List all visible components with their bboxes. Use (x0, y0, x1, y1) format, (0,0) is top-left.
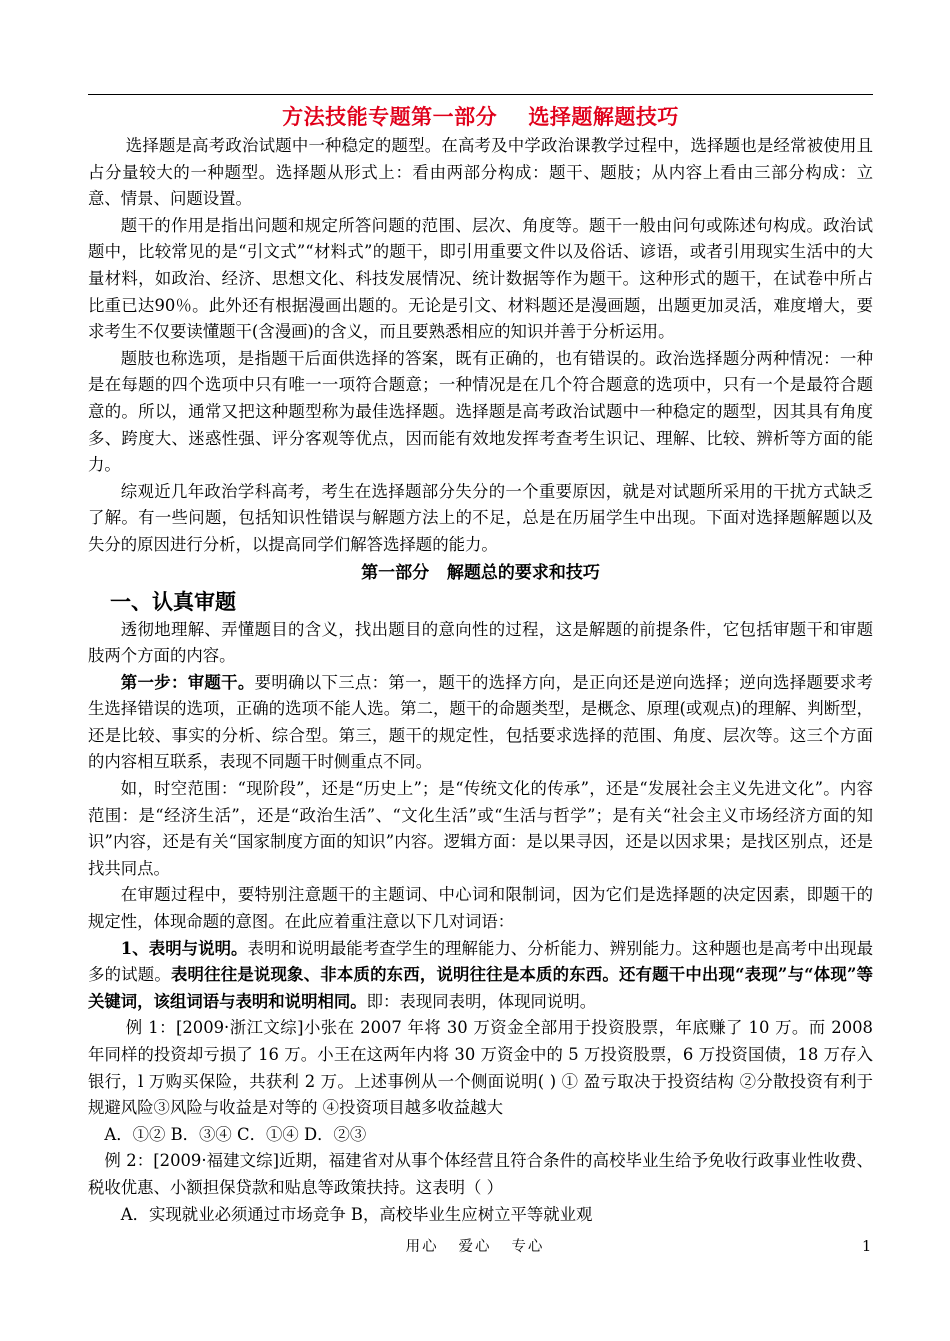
example-2-choices: A．实现就业必须通过市场竞争 B，高校毕业生应树立平等就业观 (120, 1204, 593, 1224)
paragraph-understanding: 透彻地理解、弄懂题目的含义，找出题目的意向性的过程，这是解题的前提条件，它包括审题干和审题肢两个方面的内容。 (88, 619, 873, 666)
document-title: 方法技能专题第一部分 选择题解题技巧 (282, 104, 679, 129)
header-rule (88, 94, 873, 95)
paragraph-options: 题肢也称选项，是指题干后面供选择的答案，既有正确的，也有错误的。政治选择题分两种情况：一种是在每题的四个选项中只有唯一一项符合题意；一种情况是在几个符合题意的选项中，只有一个是最符合题意的。所以，通常又把这种题型称为最佳选择题。选择题是高考政治试题中一种稳定的题型，因其具有角度多、跨度大、迷惑性强、评分客观等优点，因而能有效地发挥考查考生识记、理解、比较、辨析等方面的能力。 (88, 348, 873, 475)
item1-label: 1、表明与说明。 (120, 938, 248, 958)
item1-tail: 即：表现同表明，体现同说明。 (366, 991, 597, 1011)
paragraph-item1 (88, 936, 873, 1016)
paragraph-step1 (88, 670, 873, 776)
section-title: 第一部分 解题总的要求和技巧 (361, 562, 600, 583)
paragraph-intro: 选择题是高考政治试题中一种稳定的题型。在高考及中学政治课教学过程中，选择题也是经常被使用且占分量较大的一种题型。选择题从形式上：看由两部分构成：题干、题肢；从内容上看由三部分构成：立意、情景、问题设置。 (88, 136, 873, 209)
paragraph-overview: 综观近几年政治学科高考，考生在选择题部分失分的一个重要原因，就是对试题所采用的干扰方式缺乏了解。有一些问题，包括知识性错误与解题方法上的不足，总是在历届学生中出现。下面对选择题解题以及失分的原因进行分析，以提高同学们解答选择题的能力。 (88, 481, 873, 554)
step1-text: 要明确以下三点：第一，题干的选择方向，是正向还是逆向选择；逆向选择题要求考生选择错误的选项，正确的选项不能人选。第二，题干的命题类型，是概念、原理(或观点)的理解、判断型，还是比较、事实的分析、综合型。第三，题干的规定性，包括要求选择的范围、角度、层次等。这三个方面的内容相互联系，表现不同题干时侧重点不同。 (88, 672, 874, 772)
step1-label: 第一步：审题干。 (120, 672, 255, 692)
paragraph-keywords: 在审题过程中，要特别注意题干的主题词、中心词和限制词，因为它们是选择题的决定因素，即题干的规定性，体现命题的意图。在此应着重注意以下几对词语： (88, 885, 873, 932)
item1-text: 表明和说明最能考查学生的理解能力、分析能力、辨别能力。这种题也是高考中出现最多的试题。 (88, 938, 874, 985)
item1-bold-text: 表明往往是说现象、非本质的东西，说明往往是本质的东西。还有题干中出现“表现”与“体现”等关键词，该组词语与表明和说明相同。 (88, 965, 873, 1011)
page-number: 1 (862, 1239, 872, 1255)
footer-motto: 用心 爱心 专心 (405, 1239, 545, 1255)
example-1-choices: A．①② B．③④ C．①④ D．②③ (104, 1124, 367, 1144)
example-1: 例 1：[2009·浙江文综]小张在 2007 年将 30 万资金全部用于投资股票，年底赚了 10 万。而 2008 年同样的投资却亏损了 16 万。小王在这两年内将 30 万资金中的 5 万投资股票，6 万投资国债，18 万存入银行，l 万购买保险，共获利 2 万。上述事例从一个侧面说明( ) ① 盈亏取决于投资结构 ②分散投资有利于规避风险③风险与收益是对等的 ④投资项目越多收益越大 (88, 1018, 873, 1118)
document-body (88, 101, 873, 1228)
example-2: 例 2：[2009·福建文综]近期，福建省对从事个体经营且符合条件的高校毕业生给予免收行政事业性收费、税收优惠、小额担保贷款和贴息等政策扶持。这表明（ ） (88, 1151, 873, 1197)
paragraph-scope-examples: 如，时空范围：“现阶段”，还是“历史上”；是“传统文化的传承”，还是“发展社会主义先进文化”。内容范围：是“经济生活”，还是“政治生活”、“文化生活”或“生活与哲学”；是有关“社会主义市场经济方面的知识”内容，还是有关“国家制度方面的知识”内容。逻辑方面：是以果寻因，还是以因求果；是找区别点，还是找共同点。 (88, 779, 873, 878)
heading-careful-reading: 一、认真审题 (110, 589, 236, 614)
paragraph-stem: 题干的作用是指出问题和规定所答问题的范围、层次、角度等。题干一般由问句或陈述句构成。政治试题中，比较常见的是“引文式”“材料式”的题干，即引用重要文件以及俗话、谚语，或者引用现实生活中的大量材料，如政治、经济、思想文化、科技发展情况、统计数据等作为题干。这种形式的题干，在试卷中所占比重已达90％。此外还有根据漫画出题的。无论是引文、材料题还是漫画题，出题更加灵活，难度增大，要求考生不仅要读懂题干(含漫画)的含义，而且要熟悉相应的知识并善于分析运用。 (88, 215, 873, 342)
